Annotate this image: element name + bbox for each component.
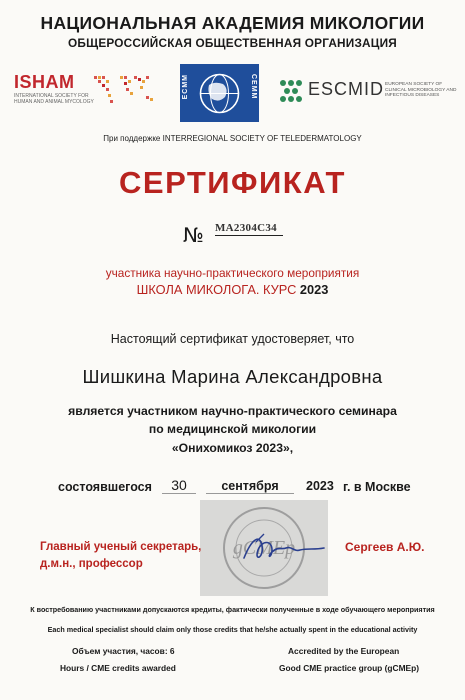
credits-note-ru: К востребованию участниками допускаются кредиты, фактически полученные в ходе обучающего мероприятия xyxy=(30,605,435,614)
globe-icon xyxy=(197,71,242,116)
escmid-logo xyxy=(278,77,458,105)
accreditation-line-1: Accredited by the European xyxy=(288,646,400,656)
body-line-1: является участником научно-практического семинара xyxy=(68,404,397,418)
cemm-label: CEMM xyxy=(250,74,257,100)
svg-text:gCMEp: gCMEp xyxy=(232,537,296,559)
academy-title: НАЦИОНАЛЬНАЯ АКАДЕМИЯ МИКОЛОГИИ xyxy=(40,13,425,33)
event-city: г. в Москве xyxy=(343,480,411,494)
academy-subtitle: ОБЩЕРОССИЙСКАЯ ОБЩЕСТВЕННАЯ ОРГАНИЗАЦИЯ xyxy=(68,36,397,50)
signatory-name: Сергеев А.Ю. xyxy=(345,540,425,554)
escmid-tagline: EUROPEAN SOCIETY OF CLINICAL MICROBIOLOGY AND INFECTIOUS DISEASES xyxy=(385,82,457,98)
escmid-wordmark: ESCMID xyxy=(308,79,385,99)
body-line-2: по медицинской микологии xyxy=(148,422,317,436)
held-label: состоявшегося xyxy=(58,480,152,494)
participant-line: участника научно-практического мероприятия xyxy=(105,266,360,280)
escmid-molecule-icon xyxy=(278,78,304,104)
certificate-number: МА2304С34 xyxy=(215,222,283,236)
event-year-date: 2023 xyxy=(306,479,334,493)
ecmm-logo xyxy=(180,64,259,122)
number-label: № xyxy=(183,223,204,247)
accreditation-line-2: Good CME practice group (gCMEp) xyxy=(279,663,420,673)
recipient-name: Шишкина Марина Александровна xyxy=(82,366,383,387)
event-month: сентября xyxy=(206,479,294,494)
event-day: 30 xyxy=(162,477,196,494)
world-map-icon xyxy=(90,72,158,108)
support-line: При поддержке INTERREGIONAL SOCIETY OF TELEDERMATOLOGY xyxy=(103,134,362,143)
hours-ru: Объем участия, часов: 6 xyxy=(72,646,175,656)
signatory-degree: д.м.н., профессор xyxy=(40,558,143,570)
certificate-title: СЕРТИФИКАТ xyxy=(119,165,346,200)
event-name-line xyxy=(0,282,465,297)
isham-tagline: INTERNATIONAL SOCIETY FOR HUMAN AND ANIMAL MYCOLOGY xyxy=(14,93,94,105)
ecmm-label: ECMM xyxy=(182,74,189,100)
body-line-3: «Онихомикоз 2023», xyxy=(171,441,294,455)
credits-note-en: Each medical specialist should claim only those credits that he/she actually spent in the educational activity xyxy=(47,625,418,634)
isham-logo xyxy=(14,72,159,110)
handwritten-signature xyxy=(238,528,328,568)
isham-wordmark: ISHAM xyxy=(14,72,75,92)
event-year: 2023 xyxy=(299,282,329,297)
signatory-position: Главный ученый секретарь, xyxy=(40,541,202,553)
certifies-line: Настоящий сертификат удостоверяет, что xyxy=(110,332,355,346)
hours-en: Hours / CME credits awarded xyxy=(60,663,176,673)
event-name: ШКОЛА МИКОЛОГА. КУРС xyxy=(136,282,297,297)
